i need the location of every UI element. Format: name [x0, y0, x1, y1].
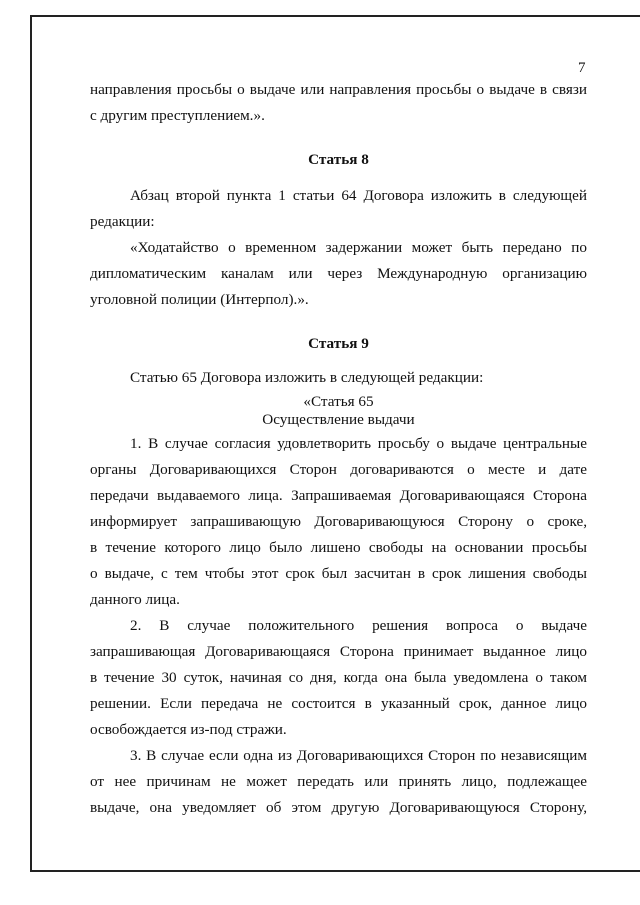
text-line: о выдаче, с тем чтобы этот срок был засчитан в срок лишения свободы [90, 565, 587, 582]
text-line: направления просьбы о выдаче или направления просьбы о выдаче в связи [90, 81, 587, 98]
text-line: Абзац второй пункта 1 статьи 64 Договора изложить в следующей [130, 187, 587, 204]
text-line: информирует запрашивающую Договаривающуюся Сторону о сроке, [90, 513, 587, 530]
text-line: 3. В случае если одна из Договаривающихся Сторон по независящим [130, 747, 587, 764]
text-line: выдаче, она уведомляет об этом другую Договаривающуюся Сторону, [90, 799, 587, 816]
text-line: данного лица. [90, 591, 180, 608]
page-number: 7 [578, 60, 586, 76]
text-line: Статью 65 Договора изложить в следующей редакции: [130, 369, 484, 386]
text-line: в течение которого лицо было лишено свободы на основании просьбы [90, 539, 587, 556]
text-line: уголовной полиции (Интерпол).». [90, 291, 309, 308]
text-line: дипломатическим каналам или через Международную организацию [90, 265, 587, 282]
page-border-left [30, 15, 32, 872]
text-line: от нее причинам не может передать или принять лицо, подлежащее [90, 773, 587, 790]
article-heading: Статья 8 [308, 151, 369, 168]
text-line: 1. В случае согласия удовлетворить просьбу о выдаче центральные [130, 435, 587, 452]
text-line: освобождается из-под стражи. [90, 721, 287, 738]
page-border-bottom [30, 870, 640, 872]
article-heading: Статья 9 [308, 335, 369, 352]
text-line: органы Договаривающихся Сторон договариваются о месте и дате [90, 461, 587, 478]
subheading: «Статья 65 [303, 393, 374, 410]
text-line: редакции: [90, 213, 155, 230]
text-line: решении. Если передача не состоится в указанный срок, данное лицо [90, 695, 587, 712]
subheading: Осуществление выдачи [262, 411, 415, 428]
text-line: запрашивающая Договаривающаяся Сторона принимает выданное лицо [90, 643, 587, 660]
text-line: «Ходатайство о временном задержании может быть передано по [130, 239, 587, 256]
page-border-top [30, 15, 640, 17]
text-line: передачи выдаваемого лица. Запрашиваемая Договаривающаяся Сторона [90, 487, 587, 504]
text-line: с другим преступлением.». [90, 107, 265, 124]
text-line: в течение 30 суток, начиная со дня, когда она была уведомлена о таком [90, 669, 587, 686]
text-line: 2. В случае положительного решения вопроса о выдаче [130, 617, 587, 634]
